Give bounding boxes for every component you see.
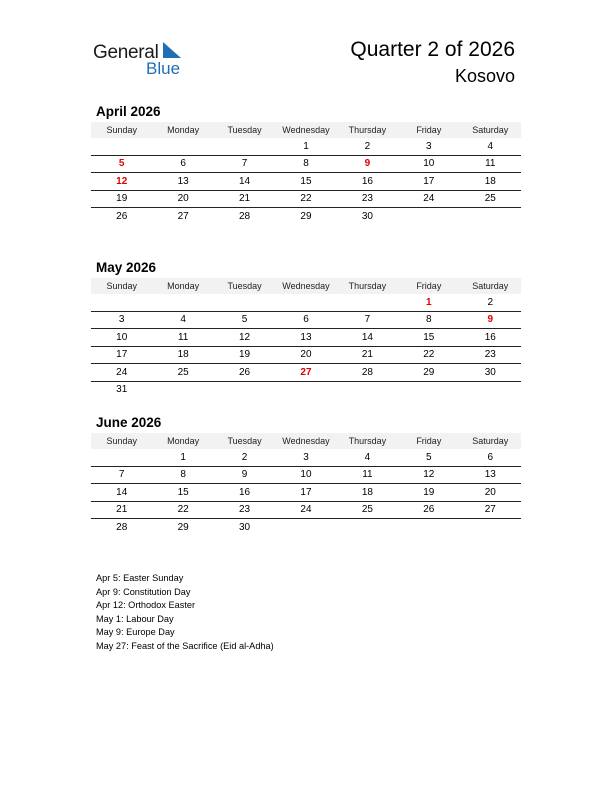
- day-cell: 17: [275, 484, 336, 502]
- weekday-header: Friday: [398, 122, 459, 138]
- day-cell: 30: [460, 364, 521, 382]
- generalblue-logo: [93, 40, 193, 80]
- day-cell: 9: [214, 466, 275, 484]
- day-cell: 10: [91, 329, 152, 347]
- week-row: [91, 346, 521, 364]
- empty-day-cell: [337, 381, 398, 398]
- empty-day-cell: [460, 519, 521, 536]
- week-row: [91, 190, 521, 208]
- day-cell: 28: [116, 521, 128, 533]
- day-cell: 24: [91, 364, 152, 382]
- weekday-header: Monday: [152, 122, 213, 138]
- day-cell: 18: [337, 484, 398, 502]
- day-cell: 26: [116, 210, 128, 222]
- weekday-header: Friday: [398, 433, 459, 449]
- day-cell: 15: [275, 173, 336, 191]
- day-cell: 4: [152, 311, 213, 329]
- empty-day-cell: [214, 381, 275, 398]
- day-cell: 16: [460, 329, 521, 347]
- day-cell: 20: [460, 484, 521, 502]
- weekday-header: Sunday: [91, 122, 152, 138]
- week-row: [91, 173, 521, 191]
- empty-day-cell: [337, 294, 398, 311]
- holiday-entry: May 9: Europe Day: [96, 627, 175, 637]
- day-cell: 6: [460, 449, 521, 466]
- day-cell: 13: [152, 173, 213, 191]
- day-cell: 22: [398, 346, 459, 364]
- month-title: April 2026: [96, 104, 161, 119]
- day-cell: 24: [398, 190, 459, 208]
- day-cell: 15: [152, 484, 213, 502]
- day-cell: 20: [275, 346, 336, 364]
- month-calendar-table: [91, 433, 521, 536]
- day-cell: 2: [214, 449, 275, 466]
- week-row: [91, 519, 521, 536]
- week-row: [91, 449, 521, 466]
- day-cell: 21: [337, 346, 398, 364]
- month-calendar-table: [91, 278, 521, 398]
- weekday-header: Tuesday: [214, 278, 275, 294]
- empty-day-cell: [275, 294, 336, 311]
- day-cell: 30: [238, 521, 251, 533]
- day-cell: 15: [398, 329, 459, 347]
- day-cell: 27: [177, 210, 189, 222]
- weekday-header: Thursday: [337, 433, 398, 449]
- day-cell: 29: [177, 521, 189, 533]
- weekday-header: Thursday: [337, 122, 398, 138]
- empty-day-cell: [275, 381, 336, 398]
- day-cell: 24: [275, 501, 336, 519]
- day-cell: 26: [398, 501, 459, 519]
- weekday-header: Tuesday: [214, 122, 275, 138]
- month-may: [91, 258, 521, 398]
- day-cell: 4: [460, 138, 521, 155]
- day-cell: 10: [398, 155, 459, 173]
- month-calendar-table: [91, 122, 521, 225]
- day-cell: 25: [152, 364, 213, 382]
- day-cell: 23: [214, 501, 275, 519]
- holiday-list: [96, 572, 274, 653]
- day-cell: 2: [337, 138, 398, 155]
- day-cell: 17: [398, 173, 459, 191]
- month-title: May 2026: [96, 260, 157, 275]
- holiday-entry: Apr 5: Easter Sunday: [96, 573, 184, 583]
- day-cell: 21: [214, 190, 275, 208]
- month-june: [91, 413, 521, 536]
- month-title: June 2026: [96, 415, 162, 430]
- weekday-header: Wednesday: [275, 278, 336, 294]
- day-cell: 12: [398, 466, 459, 484]
- day-cell: 25: [337, 501, 398, 519]
- week-row: [91, 311, 521, 329]
- day-cell: 21: [91, 501, 152, 519]
- day-cell: 18: [460, 173, 521, 191]
- weekday-header: Sunday: [91, 278, 152, 294]
- day-cell: 9: [337, 155, 398, 173]
- day-cell: 26: [214, 364, 275, 382]
- weekday-header: Saturday: [460, 122, 521, 138]
- day-cell: 29: [300, 210, 312, 222]
- day-cell: 1: [152, 449, 213, 466]
- week-row: [91, 208, 521, 225]
- day-cell: 31: [116, 384, 128, 396]
- day-cell: 8: [398, 311, 459, 329]
- week-row: [91, 155, 521, 173]
- logo-blue-text: Blue: [146, 59, 181, 78]
- day-cell: 14: [214, 173, 275, 191]
- day-cell: 7: [337, 311, 398, 329]
- day-cell: 13: [460, 466, 521, 484]
- day-cell: 22: [275, 190, 336, 208]
- day-cell: 10: [275, 466, 336, 484]
- day-cell: 25: [460, 190, 521, 208]
- week-row: [91, 381, 521, 398]
- day-cell: 8: [152, 466, 213, 484]
- weekday-header: Friday: [398, 278, 459, 294]
- day-cell: 1: [275, 138, 336, 155]
- holiday-entry: Apr 12: Orthodox Easter: [96, 600, 196, 610]
- day-cell: 12: [91, 173, 152, 191]
- day-cell: 9: [460, 311, 521, 329]
- holiday-entry: May 27: Feast of the Sacrifice (Eid al-Adha): [96, 640, 274, 651]
- week-row: [91, 364, 521, 382]
- day-cell: 27: [460, 501, 521, 519]
- weekday-header: Wednesday: [275, 122, 336, 138]
- empty-day-cell: [398, 208, 459, 225]
- week-row: [91, 466, 521, 484]
- holiday-entry: Apr 9: Constitution Day: [96, 586, 191, 597]
- day-cell: 11: [337, 466, 398, 484]
- day-cell: 8: [275, 155, 336, 173]
- week-row: [91, 501, 521, 519]
- logo-triangle-icon: [161, 42, 183, 60]
- day-cell: 4: [337, 449, 398, 466]
- weekday-header: Monday: [152, 433, 213, 449]
- day-cell: 27: [275, 364, 336, 382]
- weekday-header: Monday: [152, 278, 213, 294]
- weekday-header: Wednesday: [275, 433, 336, 449]
- empty-day-cell: [152, 294, 213, 311]
- empty-day-cell: [460, 208, 521, 225]
- day-cell: 13: [275, 329, 336, 347]
- week-row: [91, 138, 521, 155]
- day-cell: 19: [398, 484, 459, 502]
- empty-day-cell: [91, 449, 152, 466]
- empty-day-cell: [398, 381, 459, 398]
- empty-day-cell: [337, 519, 398, 536]
- week-row: [91, 329, 521, 347]
- empty-day-cell: [214, 138, 275, 155]
- day-cell: 12: [214, 329, 275, 347]
- empty-day-cell: [460, 381, 521, 398]
- day-cell: 5: [398, 449, 459, 466]
- day-cell: 17: [91, 346, 152, 364]
- day-cell: 1: [398, 294, 459, 311]
- day-cell: 22: [152, 501, 213, 519]
- logo-general-text: General: [93, 42, 159, 63]
- page-title: Quarter 2 of 2026: [350, 38, 515, 61]
- day-cell: 6: [152, 155, 213, 173]
- empty-day-cell: [91, 138, 152, 155]
- weekday-header: Saturday: [460, 433, 521, 449]
- day-cell: 28: [337, 364, 398, 382]
- weekday-header: Tuesday: [214, 433, 275, 449]
- day-cell: 16: [337, 173, 398, 191]
- holiday-entry: May 1: Labour Day: [96, 613, 174, 624]
- day-cell: 18: [152, 346, 213, 364]
- day-cell: 19: [91, 190, 152, 208]
- empty-day-cell: [91, 294, 152, 311]
- day-cell: 23: [460, 346, 521, 364]
- day-cell: 14: [337, 329, 398, 347]
- day-cell: 23: [337, 190, 398, 208]
- day-cell: 3: [275, 449, 336, 466]
- week-row: [91, 484, 521, 502]
- day-cell: 29: [398, 364, 459, 382]
- day-cell: 6: [275, 311, 336, 329]
- day-cell: 30: [361, 210, 373, 222]
- weekday-header: Saturday: [460, 278, 521, 294]
- day-cell: 7: [91, 466, 152, 484]
- empty-day-cell: [398, 519, 459, 536]
- day-cell: 16: [214, 484, 275, 502]
- day-cell: 3: [398, 138, 459, 155]
- day-cell: 20: [152, 190, 213, 208]
- day-cell: 7: [214, 155, 275, 173]
- month-april: [91, 102, 521, 225]
- day-cell: 5: [91, 155, 152, 173]
- day-cell: 11: [460, 155, 521, 173]
- day-cell: 2: [460, 294, 521, 311]
- day-cell: 11: [152, 329, 213, 347]
- day-cell: 14: [91, 484, 152, 502]
- empty-day-cell: [152, 381, 213, 398]
- weekday-header: Thursday: [337, 278, 398, 294]
- empty-day-cell: [214, 294, 275, 311]
- country-name: Kosovo: [454, 66, 515, 86]
- day-cell: 3: [91, 311, 152, 329]
- empty-day-cell: [152, 138, 213, 155]
- day-cell: 28: [238, 210, 251, 222]
- weekday-header: Sunday: [91, 433, 152, 449]
- empty-day-cell: [275, 519, 336, 536]
- day-cell: 19: [214, 346, 275, 364]
- week-row: [91, 294, 521, 311]
- day-cell: 5: [214, 311, 275, 329]
